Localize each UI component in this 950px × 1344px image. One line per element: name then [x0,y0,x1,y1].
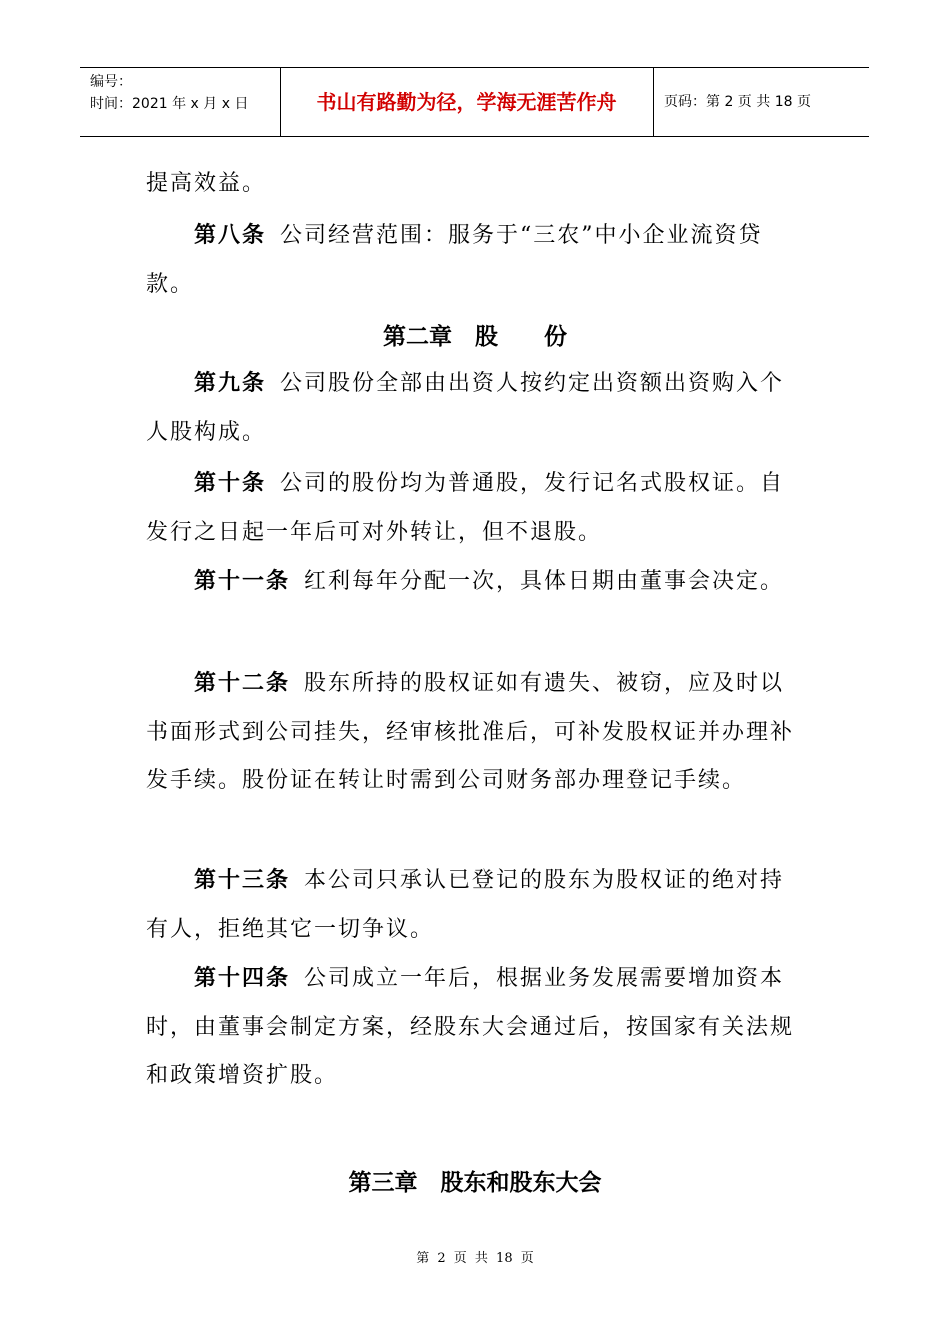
article-9-title: 第九条 [194,371,267,396]
article-12 [146,660,806,806]
article-14-text: 公司成立一年后，根据业务发展需要增加资本时，由董事会制定方案，经股东大会通过后，按国家有关法规和政策增资扩股。 [146,966,795,1088]
article-14 [146,955,806,1101]
article-11 [146,558,806,607]
page-footer: 第 2 页 共 18 页 [416,1251,534,1266]
article-8-title: 第八条 [194,223,267,248]
document-header [80,67,869,137]
article-10-text: 公司的股份均为普通股，发行记名式股权证。自发行之日起一年后可对外转让，但不退股。 [146,471,785,545]
article-11-title: 第十一条 [194,569,291,594]
article-9-text: 公司股份全部由出资人按约定出资额出资购入个人股构成。 [146,371,785,445]
header-page-number: 页码：第 2 页 共 18 页 [664,94,811,110]
article-14-title: 第十四条 [194,966,291,991]
article-11-text: 红利每年分配一次，具体日期由董事会决定。 [304,569,785,594]
article-12-text: 股东所持的股权证如有遗失、被窃，应及时以书面形式到公司挂失，经审核批准后，可补发股权证并办理补发手续。股份证在转让时需到公司财务部办理登记手续。 [146,671,795,793]
paragraph-continuation: 提高效益。 [146,171,267,196]
article-13 [146,857,806,954]
header-motto: 书山有路勤为径，学海无涯苦作舟 [280,68,654,136]
article-12-title: 第十二条 [194,671,291,696]
article-10 [146,460,806,557]
article-13-text: 本公司只承认已登记的股东为股权证的绝对持有人，拒绝其它一切争议。 [146,868,785,942]
article-8-text: 公司经营范围：服务于“三农”中小企业流资贷款。 [146,223,763,297]
header-meta-cell [80,68,281,136]
doc-date-label: 时间：2021 年 x 月 x 日 [90,96,249,112]
article-13-title: 第十三条 [194,868,291,893]
chapter-2-heading: 第二章 股 份 [383,324,567,350]
article-10-title: 第十条 [194,471,267,496]
chapter-3-heading: 第三章 股东和股东大会 [348,1170,602,1196]
doc-number-label: 编号： [90,74,132,90]
article-9 [146,360,806,457]
article-8 [146,212,806,309]
